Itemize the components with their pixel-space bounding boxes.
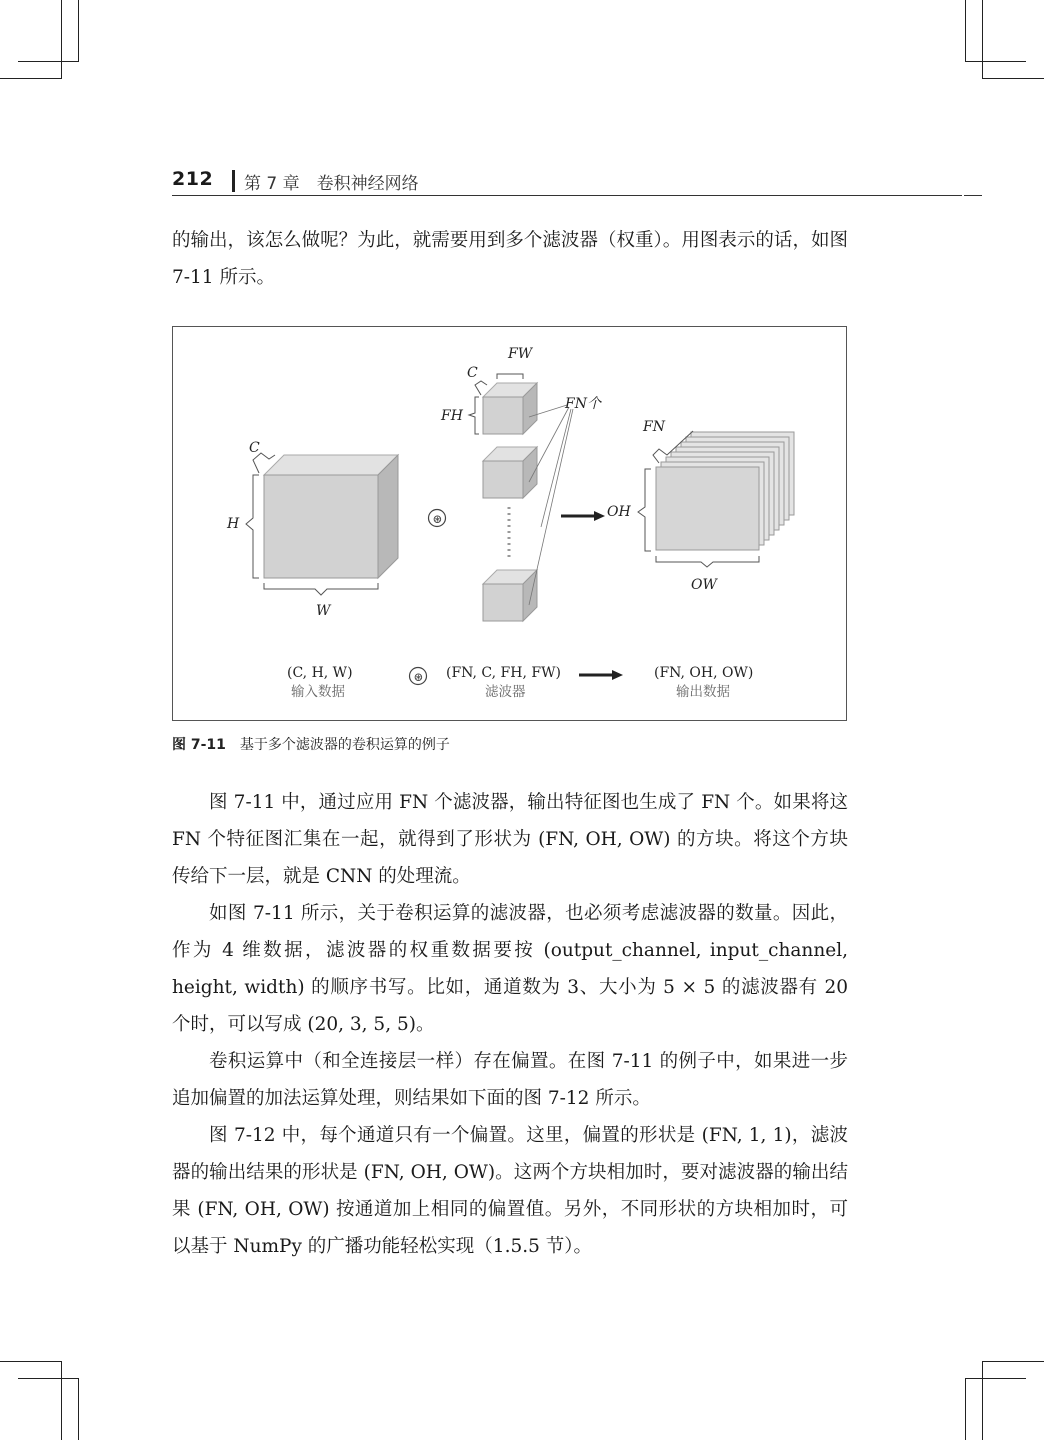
caption-number: 图 7-11 xyxy=(172,737,226,753)
crop-mark xyxy=(78,0,79,62)
chapter-title: 第 7 章 卷积神经网络 xyxy=(244,174,419,194)
output-ow-label: OW xyxy=(691,577,717,593)
header-bar xyxy=(232,170,235,192)
crop-mark xyxy=(61,0,62,78)
crop-mark xyxy=(965,0,966,62)
crop-mark xyxy=(965,61,1026,62)
crop-mark xyxy=(965,1378,1026,1379)
page-header xyxy=(172,166,982,196)
filter-fh-brace xyxy=(469,397,479,434)
output-name-text: 输出数据 xyxy=(676,684,730,700)
crop-mark xyxy=(61,1362,62,1440)
filter-fw-brace xyxy=(497,374,523,379)
crop-mark xyxy=(982,78,1044,79)
paragraph-bias-shape: 图 7-12 中，每个通道只有一个偏置。这里，偏置的形状是 (FN, 1, 1)，滤波器的输出结果的形状是 (FN, OH, OW)。这两个方块相加时，要对滤波器的输出结果 (FN, OH, OW) 按通道加上相同的偏置值。另外，不同形状的方块相加时，可以基于 NumPy 的广播功能轻松实现（1.5.5 节）。 xyxy=(172,1125,848,1257)
output-feature-maps xyxy=(656,432,794,550)
conv-operator-symbol: ⊛ xyxy=(413,670,424,684)
filter-cube xyxy=(483,570,537,621)
filter-name-text: 滤波器 xyxy=(485,684,526,700)
bottom-arrow-head xyxy=(612,670,623,680)
filter-cube xyxy=(483,383,537,434)
crop-mark xyxy=(0,78,62,79)
crop-mark xyxy=(0,1361,62,1362)
caption-text: 基于多个滤波器的卷积运算的例子 xyxy=(239,737,450,753)
convolution-diagram xyxy=(173,327,846,720)
header-rule xyxy=(172,195,962,196)
filter-c-label: C xyxy=(467,365,478,381)
input-name-text: 输入数据 xyxy=(291,684,345,700)
input-w-brace xyxy=(264,583,378,595)
output-shape-text: (FN, OH, OW) xyxy=(654,665,754,681)
filter-c-brace xyxy=(475,381,487,395)
header-rule-tail xyxy=(964,195,982,196)
filter-fw-label: FW xyxy=(508,346,533,362)
crop-mark xyxy=(982,1361,1044,1362)
input-h-label: H xyxy=(227,516,240,532)
crop-mark xyxy=(78,1378,79,1440)
figure-caption xyxy=(172,734,450,754)
conv-operator-symbol: ⊛ xyxy=(432,512,443,526)
input-h-brace xyxy=(246,475,259,578)
paragraph-intro: 的输出，该怎么做呢？为此，就需要用到多个滤波器（权重）。用图表示的话，如图 7-11 所示。 xyxy=(172,230,848,288)
output-arrow-head xyxy=(594,511,605,521)
output-ow-brace xyxy=(656,556,759,567)
filter-fh-label: FH xyxy=(441,408,463,424)
input-data-cube xyxy=(264,455,398,578)
input-w-label: W xyxy=(316,603,331,619)
crop-mark xyxy=(982,0,983,78)
filter-shape-text: (FN, C, FH, FW) xyxy=(446,665,561,681)
output-fn-label: FN xyxy=(643,419,665,435)
paragraph-4d-weights: 如图 7-11 所示，关于卷积运算的滤波器，也必须考虑滤波器的数量。因此，作为 4 维数据，滤波器的权重数据要按 (output_channel, input_channel, height, width) 的顺序书写。比如，通道数为 3、大小为 5 × 5 的滤波器有 20 个时，可以写成 (20, 3, 5, 5)。 xyxy=(172,903,848,1035)
input-shape-text: (C, H, W) xyxy=(287,665,353,681)
input-c-label: C xyxy=(249,440,260,456)
filter-cube xyxy=(483,447,537,498)
output-oh-brace xyxy=(638,469,651,551)
crop-mark xyxy=(982,1362,983,1440)
crop-mark xyxy=(965,1378,966,1440)
paragraph-bias: 卷积运算中（和全连接层一样）存在偏置。在图 7-11 的例子中，如果进一步追加偏置的加法运算处理，则结果如下面的图 7-12 所示。 xyxy=(172,1051,848,1109)
filter-count-pointers xyxy=(529,405,573,605)
crop-mark xyxy=(18,61,79,62)
paragraph-fn-filters: 图 7-11 中，通过应用 FN 个滤波器，输出特征图也生成了 FN 个。如果将这 FN 个特征图汇集在一起，就得到了形状为 (FN, OH, OW) 的方块。将这个方块传给下一层，就是 CNN 的处理流。 xyxy=(172,792,848,887)
figure-7-11 xyxy=(172,326,847,721)
filter-count-label: FN个 xyxy=(565,396,601,412)
crop-mark xyxy=(18,1378,79,1379)
output-oh-label-text: OH xyxy=(607,504,631,520)
page-number: 212 xyxy=(172,168,214,190)
